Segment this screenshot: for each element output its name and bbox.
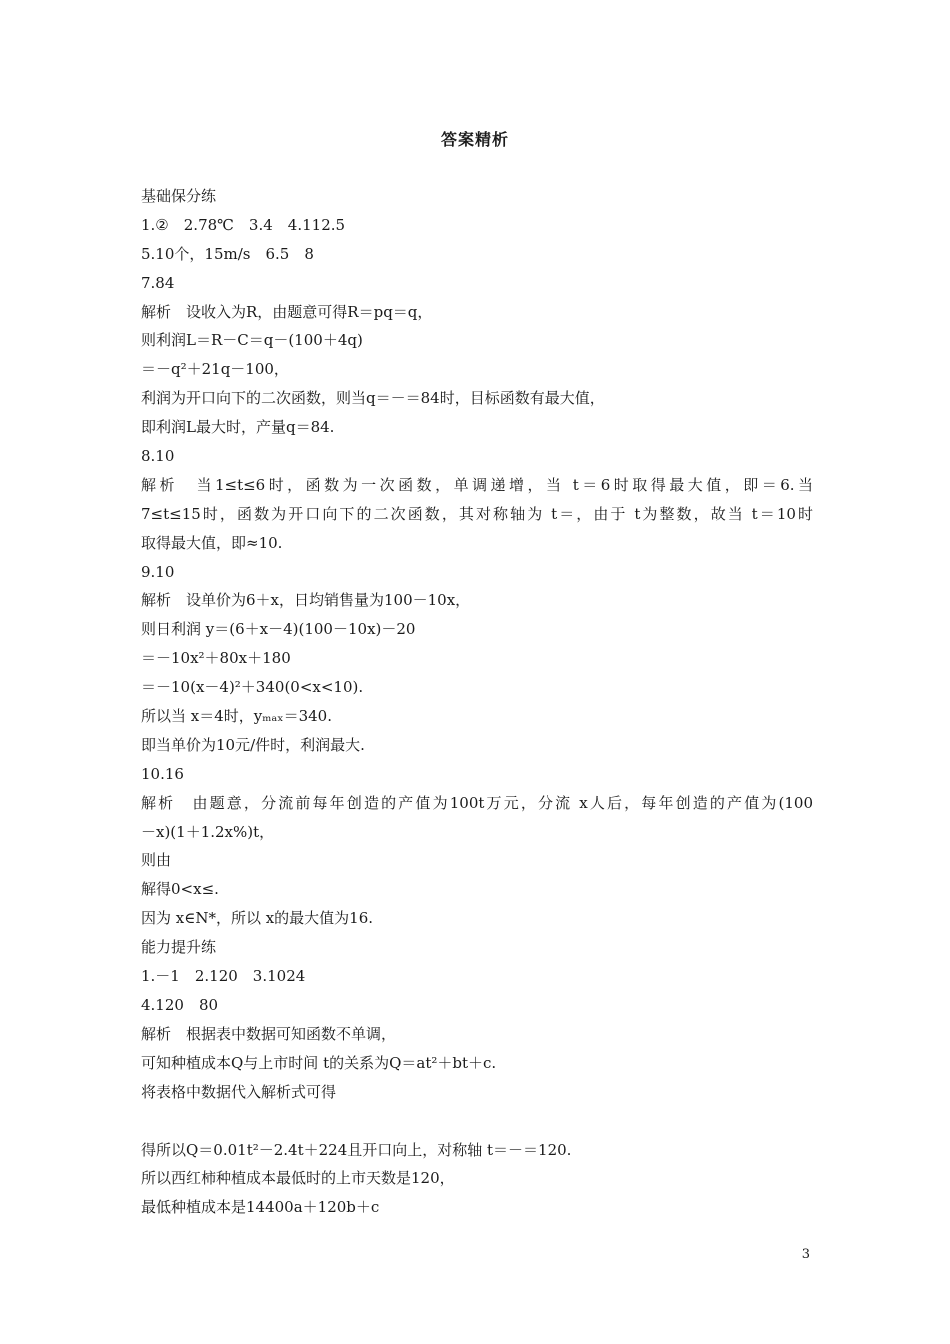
answer-line-8: 8.10 [141, 447, 175, 466]
answer-line-4: 4.120 80 [141, 995, 219, 1014]
solution-line: 利润为开口向下的二次函数，则当q＝－＝84时，目标函数有最大值， [141, 389, 605, 408]
solution-line: 解得0<x≤. [141, 880, 219, 899]
answer-body [141, 182, 813, 1222]
solution-line: 解析 根据表中数据可知函数不单调， [141, 1024, 397, 1043]
blank-line [141, 1107, 813, 1136]
solution-line: 所以西红柿种植成本最低时的上市天数是120， [141, 1169, 455, 1188]
answer-line-1-4: 1.② 2.78℃ 3.4 4.112.5 [141, 215, 346, 234]
answer-line-10: 10.16 [141, 764, 184, 783]
solution-line: 即当单价为10元/件时，利润最大. [141, 735, 365, 754]
solution-line: 解析 设收入为R，由题意可得R＝pq＝q， [141, 302, 433, 321]
answer-line-1-3: 1.－1 2.120 3.1024 [141, 967, 306, 986]
answer-line-5-6: 5.10个，15m/s 6.5 8 [141, 244, 314, 263]
solution-line: 则利润L＝R－C＝q－(100＋4q) [141, 331, 363, 350]
solution-line: 因为 x∈N*，所以 x的最大值为16. [141, 909, 374, 928]
solution-line: ＝－q²＋21q－100， [141, 360, 289, 379]
answer-line-7: 7.84 [141, 273, 175, 292]
solution-line: 解析 设单价为6＋x，日均销售量为100－10x， [141, 591, 471, 610]
answer-line-9: 9.10 [141, 562, 175, 581]
solution-line: ＝－10x²＋80x＋180 [141, 649, 291, 668]
solution-line: 得所以Q＝0.01t²－2.4t＋224且开口向上，对称轴 t＝－＝120. [141, 1140, 572, 1159]
solution-line: 取得最大值，即≈10. [141, 533, 283, 552]
solution-line: －x)(1＋1.2x%)t， [141, 822, 275, 841]
solution-line: 可知种植成本Q与上市时间 t的关系为Q＝at²＋bt＋c. [141, 1053, 497, 1072]
solution-line: 解析 由题意，分流前每年创造的产值为100t万元，分流 x人后，每年创造的产值为(100 [141, 793, 813, 812]
solution-line: 则日利润 y＝(6＋x－4)(100－10x)－20 [141, 620, 416, 639]
solution-line: 所以当 x＝4时，yₘₐₓ＝340. [141, 707, 332, 726]
solution-line: 7≤t≤15时，函数为开口向下的二次函数，其对称轴为 t＝，由于 t为整数，故当 t＝10时 [141, 504, 813, 523]
section-heading-basic: 基础保分练 [141, 187, 217, 205]
solution-line: 即利润L最大时，产量q＝84. [141, 418, 335, 437]
page-number: 3 [801, 1247, 810, 1262]
solution-line: ＝－10(x－4)²＋340(0<x<10). [141, 678, 364, 697]
solution-line: 将表格中数据代入解析式可得 [141, 1082, 337, 1101]
solution-line: 解析 当1≤t≤6时，函数为一次函数，单调递增，当 t＝6时取得最大值，即＝6.当 [141, 475, 813, 494]
section-heading-advanced: 能力提升练 [141, 938, 217, 957]
solution-line: 最低种植成本是14400a＋120b＋c [141, 1198, 380, 1217]
page-title: 答案精析 [440, 130, 509, 149]
solution-line: 则由 [141, 851, 172, 870]
